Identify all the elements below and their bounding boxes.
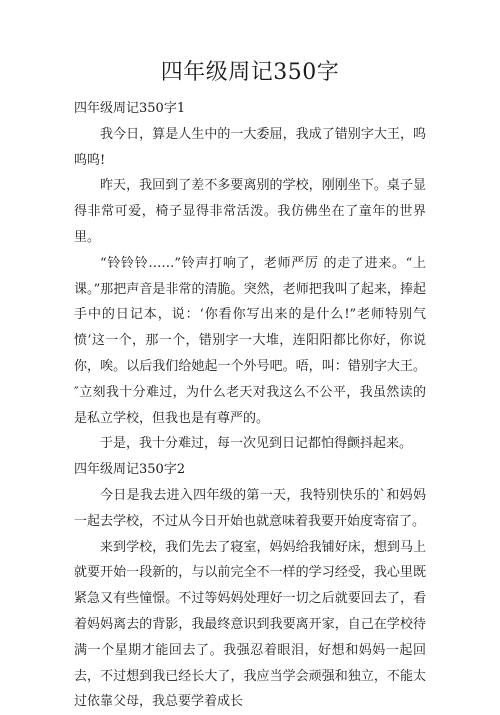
paragraph: 于是，我十分难过，每一次见到日记都怕得颤抖起来。 — [100, 436, 413, 452]
paragraph: 来到学校，我们先去了寝室，妈妈给我铺好床，想到马上就要开始一段新的，与以前完全不一样的学习经受，我心里既紧急又有些憧憬。不过等妈妈处理好一切之后就要回去了，看着妈妈离去的背影，我最终意识到我要离开家，自己在学校待满一个星期才能回去了。我强忍着眼泪，好想和妈妈一起回去，不过想到我已经长大了，我应当学会顽强和独立，不能太过依靠父母，我总要学着成长 — [74, 539, 426, 710]
document-body — [74, 96, 426, 715]
section-heading-1: 四年级周记350字1 — [74, 101, 186, 116]
paragraph: 我今日，算是人生中的一大委屈，我成了错别字大王，呜呜呜! — [74, 126, 426, 168]
section-heading-2: 四年级周记350字2 — [74, 462, 186, 478]
paragraph: 今日是我去进入四年级的第一天，我特别快乐的`和妈妈一起去学校，不过从今日开始也就意味着我要开始度寄宿了。 — [74, 487, 426, 529]
document-title: 四年级周记350字 — [160, 60, 340, 85]
paragraph: “铃铃铃……”铃声打响了，老师严厉 的走了进来。“上课。”那把声音是非常的清脆。突然，老师把我叫了起来，捧起手中的日记本，说：‘你看你写出来的是什么!”老师特别气愤’这一个，那一个，错别字一大堆，连阳阳都比你好，你说你，唉。以后我们给她起一个外号吧。唔，叫：错别字大王。″立刻我十分难过，为什么老天对我这么不公平，我虽然读的是私立学校，但我也是有尊严的。 — [74, 255, 426, 426]
paragraph: 昨天，我回到了差不多要离别的学校，刚刚坐下。桌子显得非常可爱，椅子显得非常活泼。我仿佛坐在了童年的世界里。 — [74, 178, 426, 245]
